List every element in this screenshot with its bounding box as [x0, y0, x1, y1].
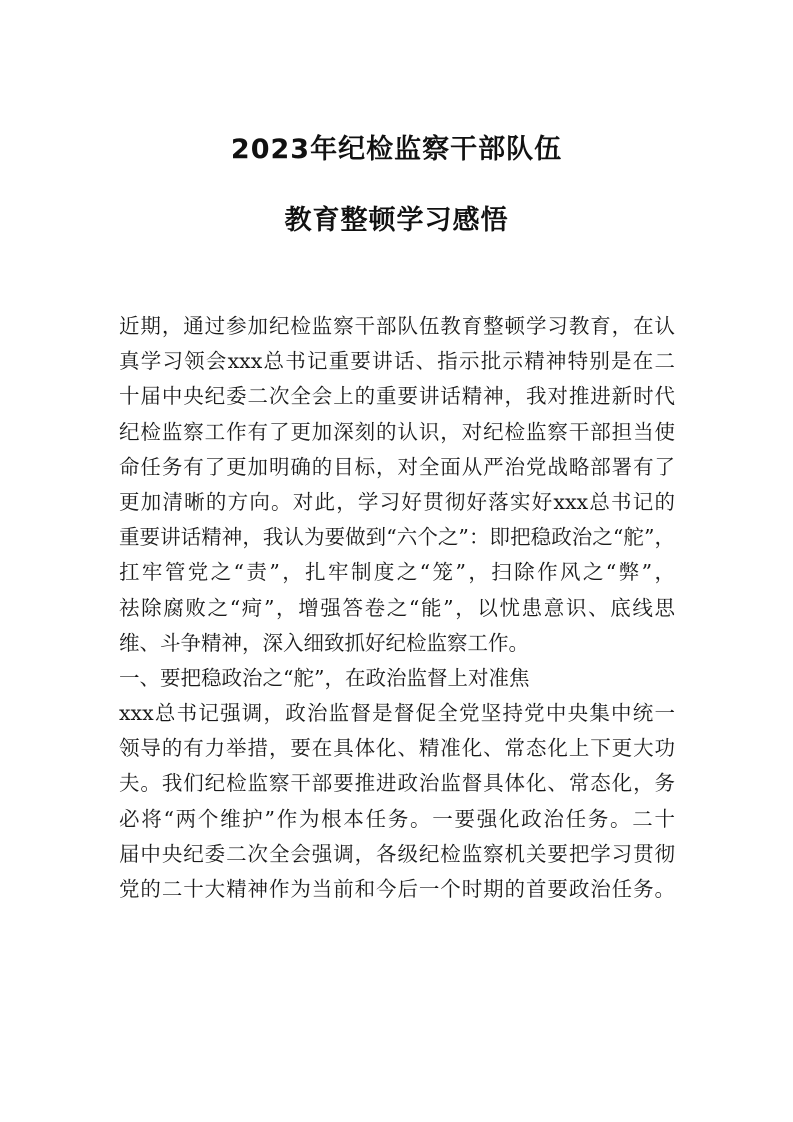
- body-line: 夫。我们纪检监察干部要推进政治监督具体化、常态化，务: [119, 771, 675, 796]
- body-line: 届中央纪委二次全会强调，各级纪检监察机关要把学习贯彻: [119, 841, 675, 866]
- body-line: 十届中央纪委二次全会上的重要讲话精神，我对推进新时代: [119, 384, 675, 409]
- body-line: 命任务有了更加明确的目标，对全面从严治党战略部署有了: [119, 454, 675, 479]
- body-line: 维、斗争精神，深入细致抓好纪检监察工作。: [119, 630, 529, 655]
- body-line: xxx总书记强调，政治监督是督促全党坚持党中央集中统一: [119, 701, 675, 726]
- document-title-line-2: 教育整顿学习感悟: [284, 205, 509, 236]
- body-line: 党的二十大精神作为当前和今后一个时期的首要政治任务。: [119, 877, 675, 901]
- document-title-line-1: 2023年纪检监察干部队伍: [230, 134, 563, 165]
- body-line: 更加清晰的方向。对此，学习好贯彻好落实好xxx总书记的: [119, 489, 675, 514]
- body-line: 必将“两个维护”作为根本任务。一要强化政治任务。二十: [119, 806, 675, 831]
- body-line: 近期，通过参加纪检监察干部队伍教育整顿学习教育，在认: [119, 314, 675, 338]
- body-line: 重要讲话精神，我认为要做到“六个之”：即把稳政治之“舵”，: [119, 525, 675, 550]
- body-line: 领导的有力举措，要在具体化、精准化、常态化上下更大功: [119, 736, 675, 761]
- body-line: 祛除腐败之“疴”，增强答卷之“能”，以忧患意识、底线思: [119, 595, 675, 620]
- section-heading: 一、要把稳政治之“舵”，在政治监督上对准焦: [119, 665, 530, 690]
- body-line: 扛牢管党之“责”，扎牢制度之“笼”，扫除作风之“弊”，: [119, 560, 675, 585]
- body-line: 纪检监察工作有了更加深刻的认识，对纪检监察干部担当使: [119, 419, 675, 444]
- document-body: [119, 309, 675, 907]
- body-line: 真学习领会xxx总书记重要讲话、指示批示精神特别是在二: [119, 349, 675, 374]
